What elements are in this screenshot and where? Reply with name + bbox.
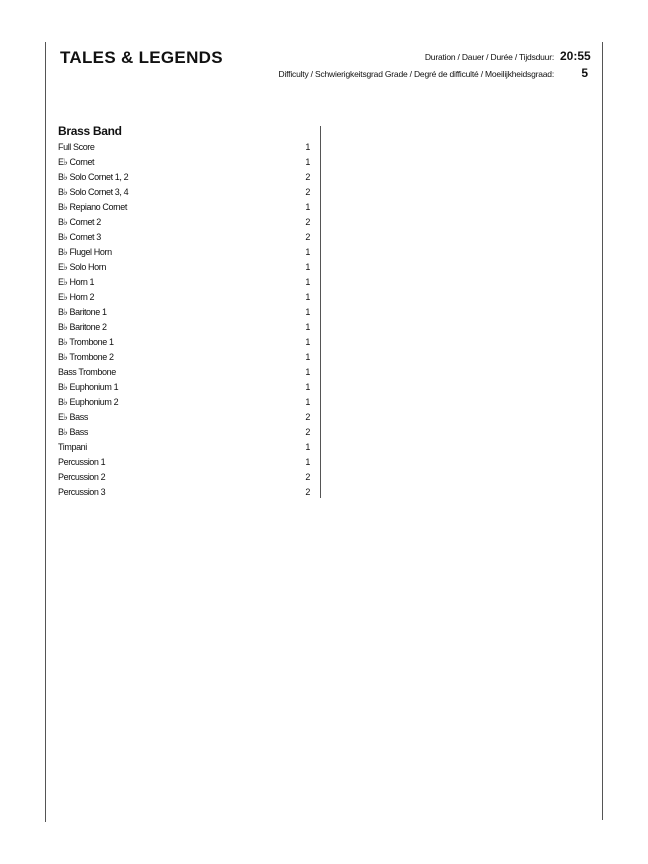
part-row — [58, 290, 310, 305]
part-row — [58, 230, 310, 245]
duration-label: Duration / Dauer / Durée / Tijdsduur: — [424, 52, 554, 62]
part-quantity: 1 — [305, 307, 310, 317]
part-row — [58, 245, 310, 260]
part-row — [58, 470, 310, 485]
part-quantity: 1 — [305, 442, 310, 452]
part-row — [58, 305, 310, 320]
part-row — [58, 455, 310, 470]
part-row — [58, 260, 310, 275]
column-divider — [320, 126, 321, 498]
part-quantity: 2 — [305, 412, 310, 422]
part-name: B♭ Cornet 2 — [58, 217, 101, 227]
part-name: B♭ Cornet 3 — [58, 232, 101, 242]
part-name: E♭ Solo Horn — [58, 262, 106, 272]
part-name: Bass Trombone — [58, 367, 116, 377]
part-quantity: 2 — [305, 217, 310, 227]
part-quantity: 1 — [305, 202, 310, 212]
part-quantity: 1 — [305, 367, 310, 377]
part-quantity: 1 — [305, 352, 310, 362]
part-quantity: 2 — [305, 487, 310, 497]
duration-row — [279, 49, 591, 66]
part-row — [58, 380, 310, 395]
part-name: Full Score — [58, 142, 95, 152]
part-quantity: 2 — [305, 232, 310, 242]
part-quantity: 1 — [305, 277, 310, 287]
part-row — [58, 350, 310, 365]
part-row — [58, 275, 310, 290]
part-row — [58, 320, 310, 335]
left-margin-rule — [45, 42, 46, 822]
difficulty-row — [279, 66, 588, 83]
right-margin-rule — [602, 42, 603, 820]
part-row — [58, 140, 310, 155]
section-title: Brass Band — [58, 124, 122, 138]
duration-value: 20:55 — [560, 49, 591, 63]
part-quantity: 2 — [305, 472, 310, 482]
part-name: B♭ Euphonium 2 — [58, 397, 119, 407]
part-name: B♭ Trombone 1 — [58, 337, 114, 347]
part-name: E♭ Cornet — [58, 157, 95, 167]
part-name: E♭ Horn 2 — [58, 292, 95, 302]
difficulty-value: 5 — [581, 66, 588, 80]
part-name: B♭ Solo Cornet 3, 4 — [58, 187, 129, 197]
part-quantity: 1 — [305, 157, 310, 167]
part-row — [58, 365, 310, 380]
part-name: B♭ Euphonium 1 — [58, 382, 119, 392]
part-quantity: 1 — [305, 247, 310, 257]
part-row — [58, 155, 310, 170]
part-row — [58, 185, 310, 200]
part-row — [58, 215, 310, 230]
part-quantity: 1 — [305, 397, 310, 407]
part-name: E♭ Horn 1 — [58, 277, 95, 287]
part-row — [58, 395, 310, 410]
part-row — [58, 485, 310, 500]
part-row — [58, 200, 310, 215]
part-quantity: 1 — [305, 322, 310, 332]
part-row — [58, 410, 310, 425]
parts-list — [58, 140, 310, 500]
part-name: Percussion 1 — [58, 457, 106, 467]
part-quantity: 1 — [305, 292, 310, 302]
score-meta — [278, 49, 591, 83]
part-name: B♭ Solo Cornet 1, 2 — [58, 172, 129, 182]
part-row — [58, 335, 310, 350]
part-name: E♭ Bass — [58, 412, 88, 422]
part-row — [58, 170, 310, 185]
part-name: Percussion 2 — [58, 472, 106, 482]
part-quantity: 2 — [305, 172, 310, 182]
part-quantity: 1 — [305, 337, 310, 347]
difficulty-label: Difficulty / Schwierigkeitsgrad Grade / Degré de difficulté / Moeilijkheidsgraad: — [278, 69, 554, 79]
part-row — [58, 425, 310, 440]
page-title: TALES & LEGENDS — [60, 48, 223, 67]
part-quantity: 1 — [305, 142, 310, 152]
part-row — [58, 440, 310, 455]
part-quantity: 2 — [305, 187, 310, 197]
part-quantity: 1 — [305, 382, 310, 392]
part-name: B♭ Trombone 2 — [58, 352, 114, 362]
part-quantity: 1 — [305, 457, 310, 467]
part-name: B♭ Baritone 2 — [58, 322, 107, 332]
part-quantity: 2 — [305, 427, 310, 437]
part-name: Percussion 3 — [58, 487, 106, 497]
part-name: B♭ Flugel Horn — [58, 247, 112, 257]
part-name: B♭ Repiano Cornet — [58, 202, 127, 212]
part-name: B♭ Baritone 1 — [58, 307, 107, 317]
part-name: Timpani — [58, 442, 87, 452]
part-quantity: 1 — [305, 262, 310, 272]
part-name: B♭ Bass — [58, 427, 88, 437]
